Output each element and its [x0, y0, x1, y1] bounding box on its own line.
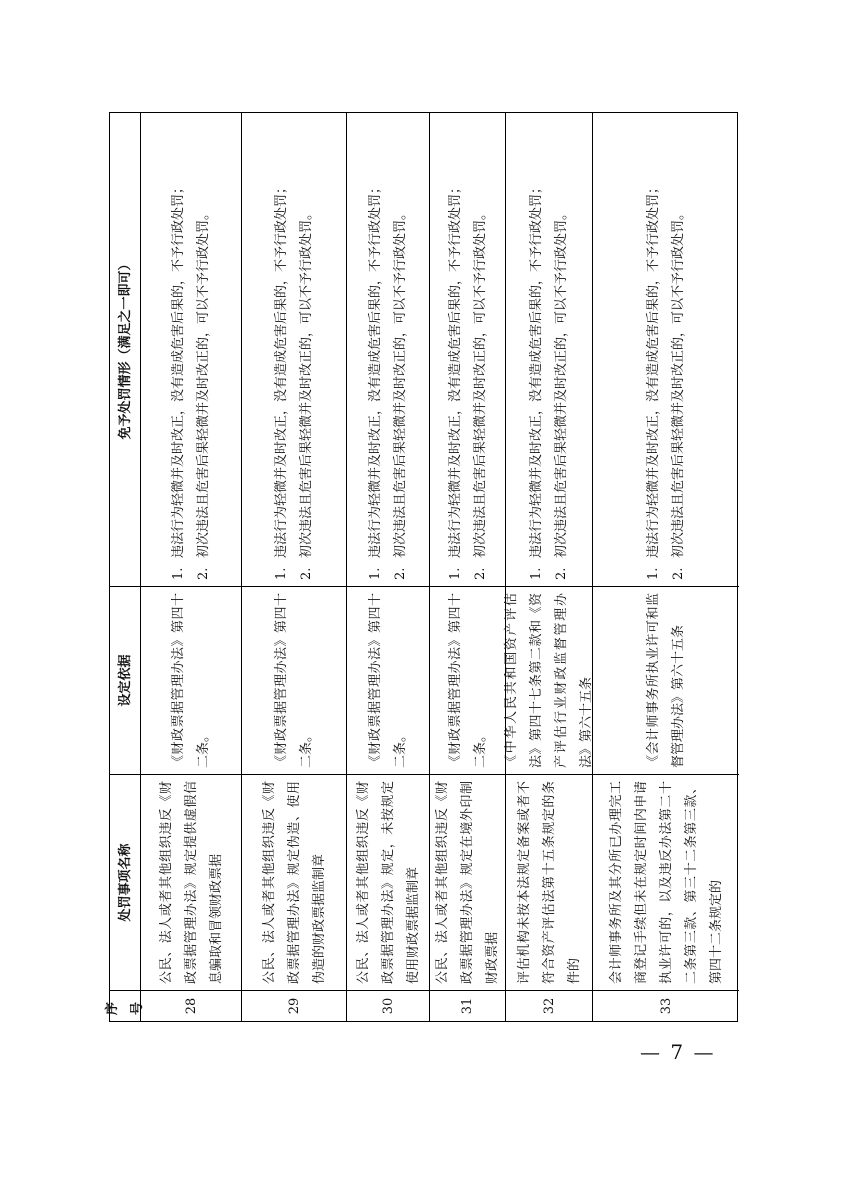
condition-number: 1. — [171, 567, 186, 580]
row-conditions — [641, 117, 691, 580]
table-row — [505, 113, 592, 1021]
row-basis: 《财政票据管理办法》第四十二条。 — [368, 593, 408, 768]
condition-text: 初次违法且危害后果轻微并及时改正的，可以不予行政处罚。 — [196, 206, 211, 558]
row-basis: 《会计师事务所执业许可和监督管理办法》第六十五条 — [646, 593, 686, 768]
condition-number: 1. — [447, 567, 463, 580]
condition-text: 违法行为轻微并及时改正，没有造成危害后果的，不予行政处罚； — [646, 180, 661, 558]
row-name: 公民、法人或者其他组织违反《财政票据管理办法》规定在境外印制财政票据 — [435, 781, 500, 984]
condition-text: 初次违法且危害后果轻微并及时改正的，可以不予行政处罚。 — [671, 206, 686, 558]
row-seq: 33 — [658, 997, 674, 1015]
penalty-exemption-table — [105, 112, 738, 1022]
condition-number: 1. — [529, 567, 544, 580]
condition-text: 初次违法且危害后果轻微并及时改正的，可以不予行政处罚。 — [472, 206, 488, 558]
condition-number: 1. — [368, 567, 383, 580]
row-conditions — [443, 117, 493, 580]
row-conditions — [524, 117, 574, 580]
table-row — [140, 113, 241, 1021]
row-name: 评估机构未按本法规定备案或者不符合资产评估法第十五条规定的条件的 — [516, 781, 582, 984]
condition-text: 初次违法且危害后果轻微并及时改正的，可以不予行政处罚。 — [393, 206, 408, 558]
condition-text: 违法行为轻微并及时改正，没有造成危害后果的，不予行政处罚； — [447, 180, 463, 558]
row-name: 会计师事务所及其分所已办理完工商登记手续但未在规定时间内申请执业许可的，以及违反办法第二十二条第三款、第三十二条第三款、第四十二条规定的 — [608, 781, 724, 984]
condition-text: 违法行为轻微并及时改正，没有造成危害后果的，不予行政处罚； — [274, 180, 289, 558]
condition-number: 1. — [274, 567, 289, 580]
row-seq: 28 — [183, 997, 199, 1015]
condition-text: 违法行为轻微并及时改正，没有造成危害后果的，不予行政处罚； — [368, 180, 383, 558]
row-name: 公民、法人或者其他组织违反《财政票据管理办法》规定提供虚假信息骗取和冒领财政票据 — [158, 781, 224, 984]
table-row — [346, 113, 429, 1021]
header-basis: 设定依据 — [110, 587, 140, 775]
condition-text: 初次违法且危害后果轻微并及时改正的，可以不予行政处罚。 — [299, 206, 314, 558]
row-seq: 29 — [286, 997, 302, 1015]
row-conditions — [166, 117, 216, 580]
page-number: — 7 — — [640, 1040, 716, 1064]
condition-text: 违法行为轻微并及时改正，没有造成危害后果的，不予行政处罚； — [529, 180, 544, 558]
row-basis: 《财政票据管理办法》第四十二条。 — [171, 593, 211, 768]
row-seq: 31 — [460, 997, 475, 1015]
table-row — [592, 113, 739, 1021]
condition-number: 2. — [196, 567, 211, 580]
row-basis: 《中华人民共和国资产评估法》第四十七条第二款和《资产评估行业财政监督管理办法》第六十五条 — [504, 593, 594, 768]
condition-number: 2. — [472, 567, 488, 580]
condition-number: 2. — [554, 567, 569, 580]
condition-number: 2. — [393, 567, 408, 580]
row-seq: 32 — [541, 997, 557, 1015]
condition-text: 违法行为轻微并及时改正，没有造成危害后果的，不予行政处罚； — [171, 180, 186, 558]
table-row — [241, 113, 346, 1021]
condition-number: 2. — [299, 567, 314, 580]
condition-number: 1. — [646, 567, 661, 580]
row-basis: 《财政票据管理办法》第四十二条。 — [447, 593, 488, 768]
row-name: 公民、法人或者其他组织违反《财政票据管理办法》规定伪造、使用伪造的财政票据监制章 — [261, 781, 327, 984]
row-basis: 《财政票据管理办法》第四十二条。 — [274, 593, 314, 768]
row-conditions — [269, 117, 319, 580]
condition-number: 2. — [671, 567, 686, 580]
table-row — [429, 113, 505, 1021]
row-conditions — [363, 117, 413, 580]
table-header-row — [105, 113, 145, 1021]
row-name: 公民、法人或者其他组织违反《财政票据管理办法》规定，未按规定使用财政票据监制章 — [355, 781, 421, 984]
header-conditions: 免予处罚情形（满足之一即可） — [110, 111, 140, 587]
header-seq: 序号 — [105, 1001, 145, 1015]
row-seq: 30 — [380, 997, 396, 1015]
header-name: 处罚事项名称 — [110, 775, 140, 991]
condition-text: 初次违法且危害后果轻微并及时改正的，可以不予行政处罚。 — [554, 206, 569, 558]
